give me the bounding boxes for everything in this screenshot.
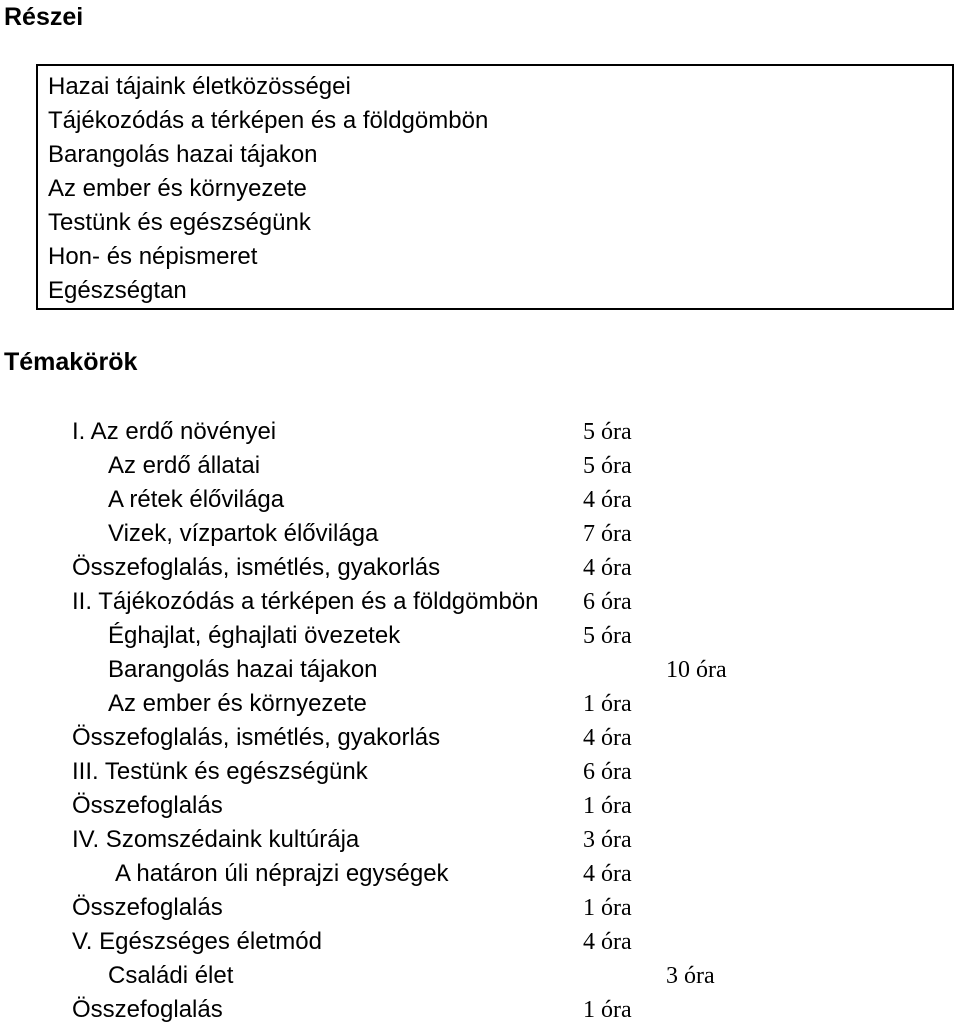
parts-item: Az ember és környezete [48,175,307,202]
topic-hours: 4 óra [583,555,632,581]
topic-hours: 1 óra [583,895,632,921]
topic-row [0,551,960,585]
topic-text: I. Az erdő növényei [72,418,277,445]
topic-hours: 3 óra [583,827,632,853]
topic-text: III. Testünk és egészségünk [72,758,368,785]
topic-hours: 6 óra [583,759,632,785]
parts-heading: Részei [4,3,84,31]
topic-hours: 4 óra [583,861,632,887]
topic-text: Vizek, vízpartok élővilága [108,520,379,547]
topic-hours: 3 óra [666,963,715,989]
topic-row [0,585,960,619]
topic-text: Összefoglalás [72,792,223,819]
topic-hours: 5 óra [583,623,632,649]
parts-item: Testünk és egészségünk [48,209,311,236]
topic-hours: 6 óra [583,589,632,615]
topic-text: Éghajlat, éghajlati övezetek [108,622,401,649]
topic-text: Az ember és környezete [108,690,367,717]
topic-row [0,755,960,789]
topic-text: Családi élet [108,962,234,989]
topic-text: A határon úli néprajzi egységek [115,860,449,887]
topic-row [0,925,960,959]
topic-hours: 10 óra [666,657,727,683]
topic-row [0,619,960,653]
topic-text: A rétek élővilága [108,486,285,513]
topic-row [0,687,960,721]
parts-item: Hon- és népismeret [48,243,258,270]
topic-row [0,823,960,857]
topic-row [0,721,960,755]
topic-text: II. Tájékozódás a térképen és a földgömbön [72,588,539,615]
topic-text: Az erdő állatai [108,452,261,479]
topic-hours: 1 óra [583,997,632,1023]
topic-hours: 5 óra [583,453,632,479]
topic-row [0,517,960,551]
parts-item: Egészségtan [48,277,187,304]
topics-heading: Témakörök [4,348,138,376]
topic-row [0,653,960,687]
topic-hours: 7 óra [583,521,632,547]
topic-hours: 4 óra [583,929,632,955]
topic-hours: 5 óra [583,419,632,445]
topic-row [0,891,960,925]
topic-text: Barangolás hazai tájakon [108,656,378,683]
topic-row [0,449,960,483]
topic-hours: 4 óra [583,725,632,751]
topic-row [0,993,960,1027]
parts-item: Tájékozódás a térképen és a földgömbön [48,107,489,134]
topic-row [0,415,960,449]
topic-text: Összefoglalás, ismétlés, gyakorlás [72,554,441,581]
topic-text: Összefoglalás [72,996,223,1023]
topic-row [0,483,960,517]
topic-row [0,959,960,993]
topic-hours: 4 óra [583,487,632,513]
topic-text: Összefoglalás, ismétlés, gyakorlás [72,724,441,751]
parts-item: Hazai tájaink életközösségei [48,73,351,100]
topic-text: IV. Szomszédaink kultúrája [72,826,360,853]
topic-row [0,789,960,823]
topic-hours: 1 óra [583,691,632,717]
topic-text: Összefoglalás [72,894,223,921]
topic-hours: 1 óra [583,793,632,819]
topic-text: V. Egészséges életmód [72,928,322,955]
parts-item: Barangolás hazai tájakon [48,141,318,168]
topic-row [0,857,960,891]
parts-list-box [36,64,954,310]
